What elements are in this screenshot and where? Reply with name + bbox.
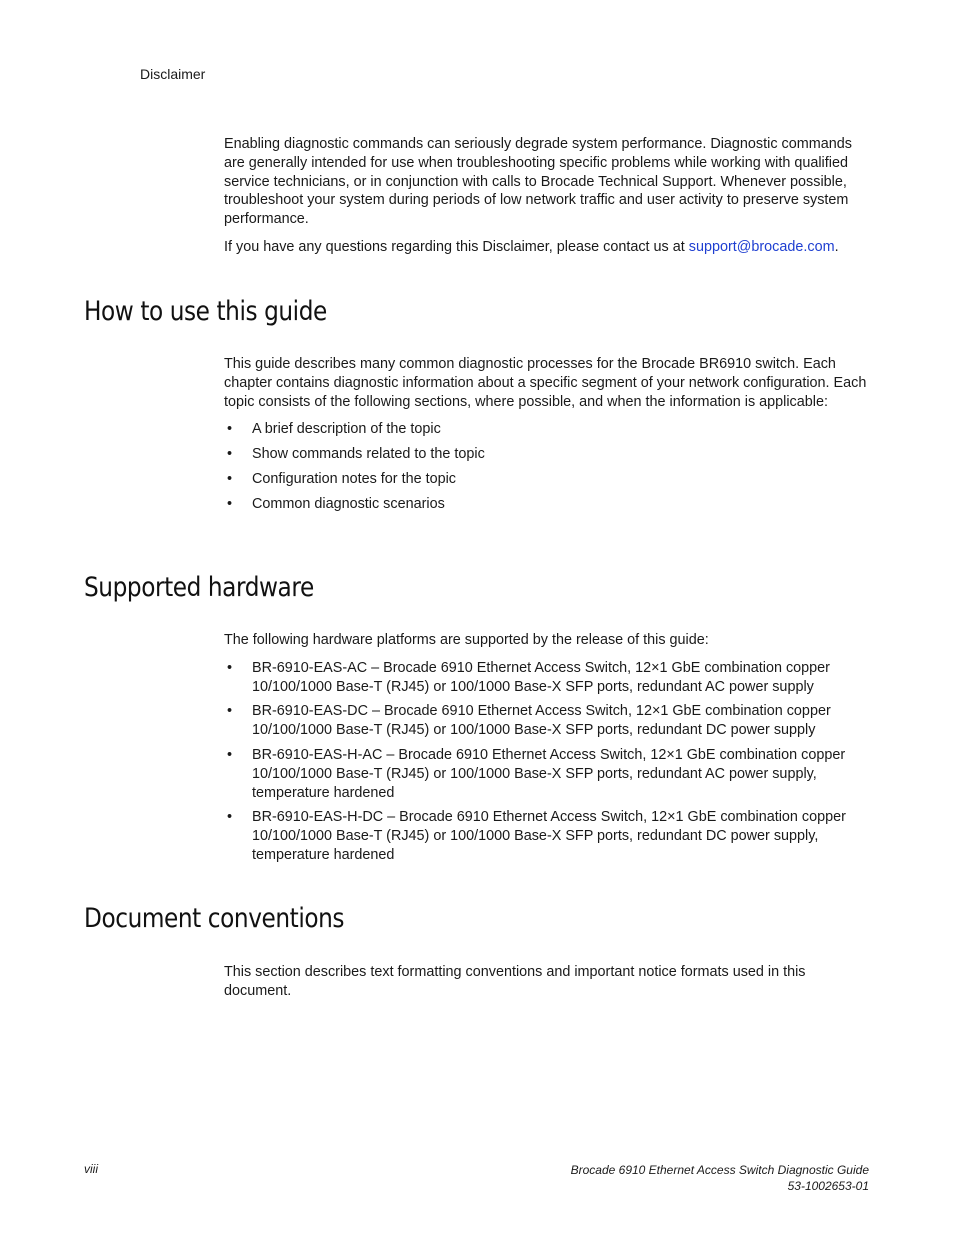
footer-info [571,1162,869,1194]
list-item: • BR-6910-EAS-DC – Brocade 6910 Ethernet Access Switch, 12×1 GbE combination copper 10/100/1000 Base-T (RJ45) or 100/1000 Base-X SFP ports, redundant DC power supply [227,703,831,739]
bullet-icon: • [227,659,233,676]
contact-suffix: . [834,238,839,255]
list-item: • Configuration notes for the topic [227,470,456,487]
supported-hardware-heading: Supported hardware [84,572,314,603]
list-item: • A brief description of the topic [227,421,441,438]
list-item: • BR-6910-EAS-H-DC – Brocade 6910 Ethernet Access Switch, 12×1 GbE combination copper 10/100/1000 Base-T (RJ45) or 100/1000 Base-X SFP ports, redundant DC power supply, temperature hardened [227,809,846,863]
supported-hardware-section [224,631,872,865]
bullet-icon: • [227,446,233,463]
how-to-use-section [224,355,872,514]
list-item: • Common diagnostic scenarios [227,495,445,512]
bullet-icon: • [227,746,233,763]
document-conventions-heading: Document conventions [84,903,345,934]
disclaimer-section [224,135,872,257]
page-number: viii [84,1162,98,1176]
contact-prefix: If you have any questions regarding this Disclaimer, please contact us at [224,238,689,255]
bullet-icon: • [227,703,233,720]
list-item: • BR-6910-EAS-AC – Brocade 6910 Ethernet Access Switch, 12×1 GbE combination copper 10/100/1000 Base-T (RJ45) or 100/1000 Base-X SFP ports, redundant AC power supply [227,659,830,695]
supported-hardware-intro: The following hardware platforms are supported by the release of this guide: [224,632,709,648]
guide-title: Brocade 6910 Ethernet Access Switch Diagnostic Guide [570,1163,869,1177]
how-to-use-list [224,420,872,513]
hardware-list [224,659,854,865]
bullet-icon: • [227,495,233,512]
bullet-icon: • [227,421,233,438]
disclaimer-paragraph: Enabling diagnostic commands can seriously degrade system performance. Diagnostic commands are generally intended for use when troubleshooting specific problems while working with qualified service technicians, or in conjunction with calls to Brocade Technical Support. Whenever possible, troubleshoot your system during periods of low network traffic and user activity to preserve system performance. [224,136,852,228]
document-conventions-intro: This section describes text formatting conventions and important notice formats used in this document. [224,964,806,999]
support-email-link[interactable]: support@brocade.com [688,238,835,255]
list-item: • BR-6910-EAS-H-AC – Brocade 6910 Ethernet Access Switch, 12×1 GbE combination copper 10/100/1000 Base-T (RJ45) or 100/1000 Base-X SFP ports, redundant AC power supply, temperature hardened [227,746,846,801]
document-conventions-section [224,963,872,1001]
list-item: • Show commands related to the topic [227,446,485,463]
running-head: Disclaimer [140,66,206,82]
bullet-icon: • [227,809,233,826]
how-to-use-heading: How to use this guide [84,296,327,327]
bullet-icon: • [227,470,233,487]
doc-number: 53-1002653-01 [787,1179,869,1193]
how-to-use-intro: This guide describes many common diagnostic processes for the Brocade BR6910 switch. Each chapter contains diagnostic information about a specific segment of your network configuration. Each topic consists of the following sections, where possible, and when the information is applicable: [224,356,867,410]
disclaimer-contact [224,238,872,257]
